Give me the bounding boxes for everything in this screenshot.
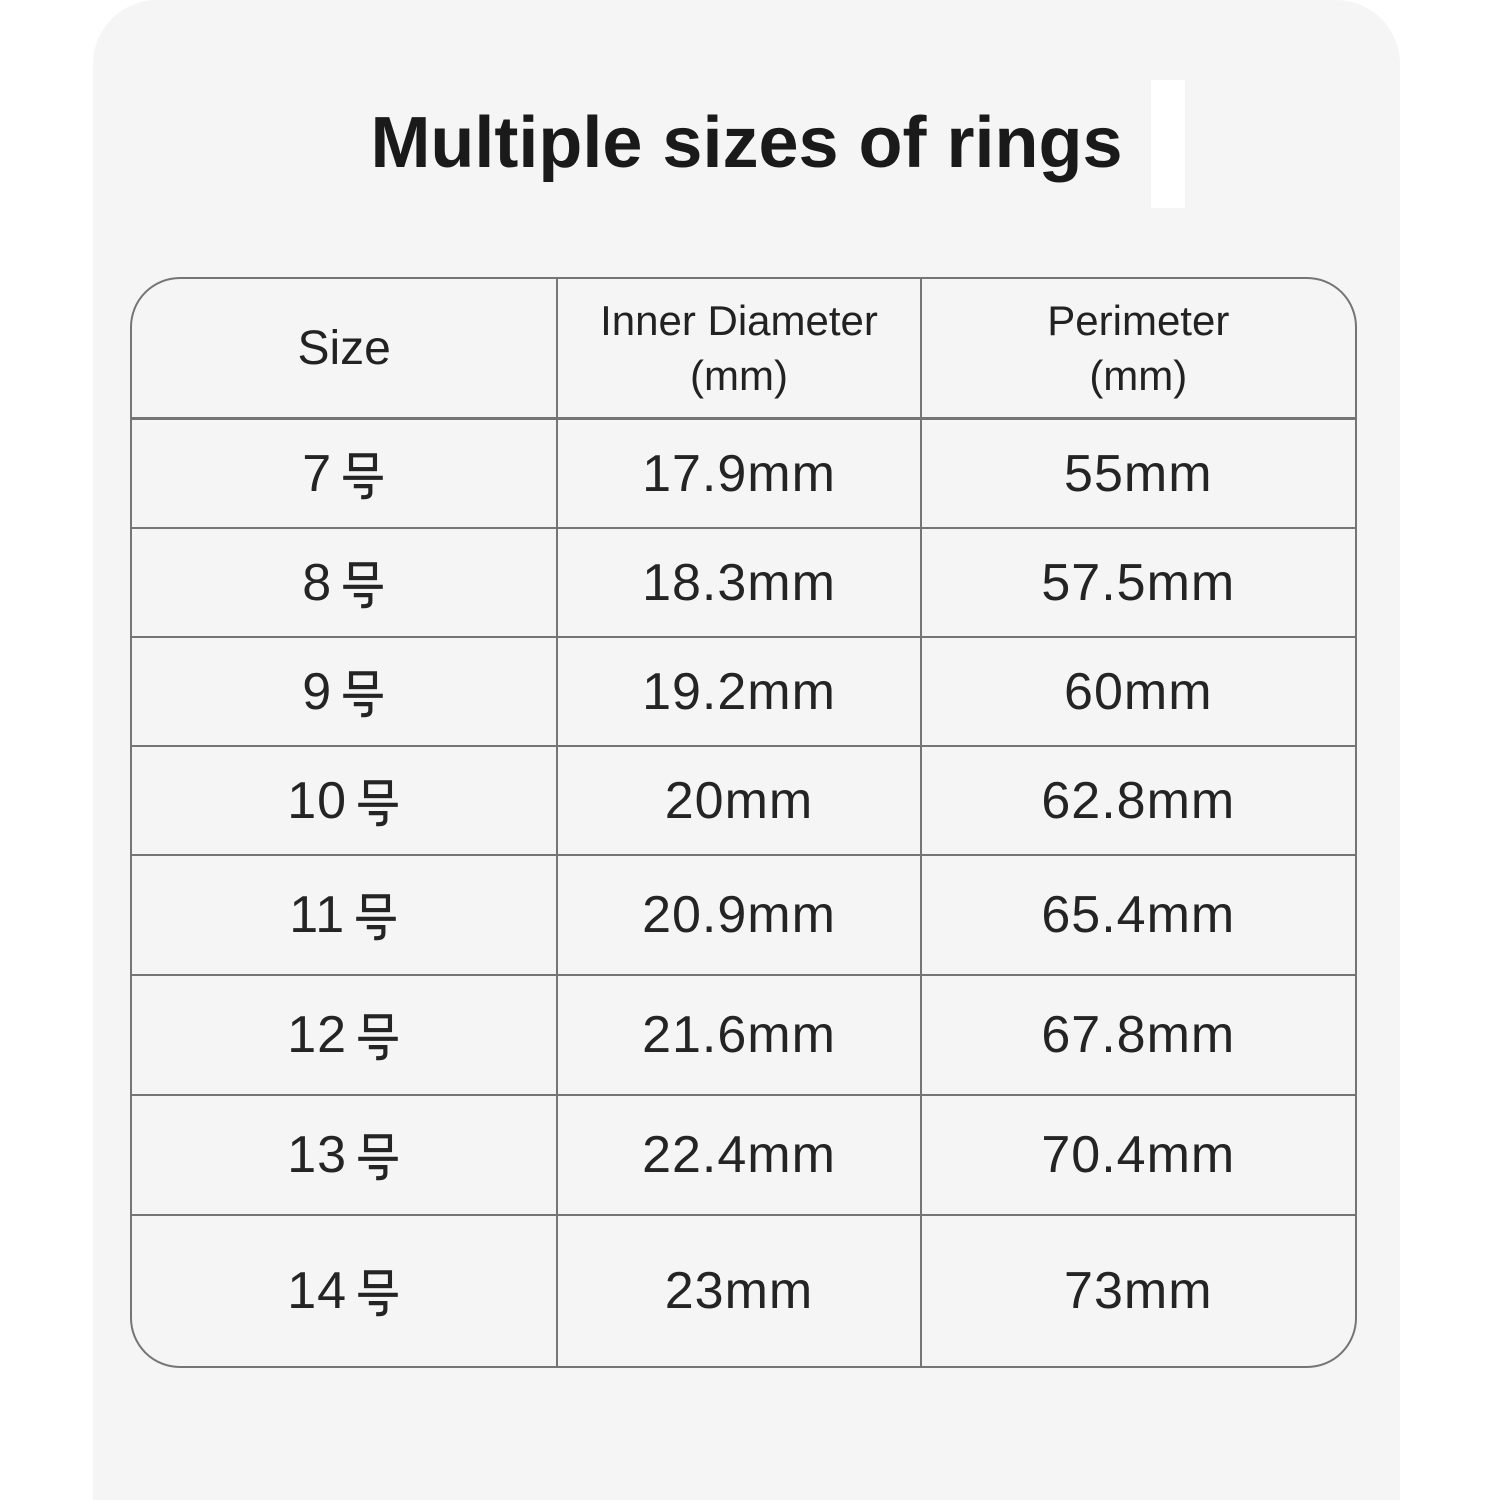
inner-diameter-value: 20.9mm: [642, 886, 836, 944]
cell-perimeter: [920, 976, 1355, 1094]
hao-character-icon: [340, 670, 386, 718]
perimeter-value: 57.5mm: [1041, 553, 1236, 612]
header-perimeter-label: Perimeter: [1047, 296, 1230, 344]
perimeter-value: 65.4mm: [1041, 886, 1236, 944]
perimeter-value: 70.4mm: [1041, 1126, 1236, 1184]
inner-diameter-value: 23mm: [664, 1262, 814, 1320]
header-perimeter-unit: (mm): [1089, 352, 1188, 399]
cell-size: [132, 856, 556, 974]
table-row: [132, 636, 1355, 745]
cell-inner-diameter: [556, 976, 919, 1094]
cell-perimeter: [920, 420, 1355, 527]
hao-character-icon: [355, 779, 401, 827]
page-title: Multiple sizes of rings: [370, 103, 1123, 183]
table-row: [132, 745, 1355, 854]
size-number: 10: [287, 771, 348, 830]
cell-size: [132, 747, 556, 854]
cell-size: [132, 420, 556, 527]
perimeter-value: 67.8mm: [1041, 1006, 1236, 1064]
cell-size: [132, 1216, 556, 1366]
cell-inner-diameter: [556, 420, 919, 527]
inner-diameter-value: 22.4mm: [642, 1126, 836, 1184]
cell-size: [132, 1096, 556, 1214]
header-size-label: Size: [297, 321, 391, 375]
hao-character-icon: [355, 1013, 401, 1061]
inner-diameter-value: 18.3mm: [642, 553, 836, 612]
header-inner-diameter-label: Inner Diameter: [600, 296, 878, 344]
hao-character-icon: [340, 561, 386, 609]
cell-size: [132, 976, 556, 1094]
inner-diameter-value: 21.6mm: [642, 1006, 836, 1064]
cell-inner-diameter: [556, 1096, 919, 1214]
header-size: [132, 279, 556, 417]
table-row: [132, 854, 1355, 974]
table-row: [132, 1214, 1355, 1366]
cell-perimeter: [920, 856, 1355, 974]
white-cover-patch: [1151, 80, 1185, 208]
cell-size: [132, 638, 556, 745]
size-number: 11: [289, 886, 346, 944]
hao-character-icon: [340, 452, 386, 500]
perimeter-value: 73mm: [1064, 1262, 1213, 1320]
header-inner-diameter: [556, 279, 919, 417]
perimeter-value: 55mm: [1064, 444, 1213, 503]
table-row: [132, 418, 1355, 527]
size-number: 8: [302, 553, 333, 612]
table-row: [132, 1094, 1355, 1214]
perimeter-value: 62.8mm: [1041, 771, 1236, 830]
cell-inner-diameter: [556, 1216, 919, 1366]
cell-size: [132, 529, 556, 636]
size-number: 13: [287, 1126, 348, 1184]
cell-perimeter: [920, 638, 1355, 745]
size-number: 12: [287, 1006, 348, 1064]
hao-character-icon: [355, 1133, 401, 1181]
table-header-row: [132, 279, 1355, 418]
inner-diameter-value: 20mm: [664, 771, 814, 830]
inner-diameter-value: 17.9mm: [642, 444, 836, 503]
size-number: 14: [287, 1262, 348, 1320]
size-number: 9: [302, 662, 333, 721]
hao-character-icon: [353, 893, 399, 941]
cell-perimeter: [920, 747, 1355, 854]
cell-inner-diameter: [556, 638, 919, 745]
cell-inner-diameter: [556, 856, 919, 974]
ring-size-table: [130, 277, 1357, 1368]
cell-inner-diameter: [556, 747, 919, 854]
header-perimeter: [920, 279, 1355, 417]
cell-perimeter: [920, 1096, 1355, 1214]
cell-perimeter: [920, 529, 1355, 636]
inner-diameter-value: 19.2mm: [642, 662, 836, 721]
header-inner-diameter-unit: (mm): [690, 352, 788, 399]
hao-character-icon: [355, 1269, 401, 1317]
cell-inner-diameter: [556, 529, 919, 636]
size-number: 7: [302, 444, 333, 503]
table-row: [132, 527, 1355, 636]
perimeter-value: 60mm: [1064, 662, 1213, 721]
table-row: [132, 974, 1355, 1094]
cell-perimeter: [920, 1216, 1355, 1366]
